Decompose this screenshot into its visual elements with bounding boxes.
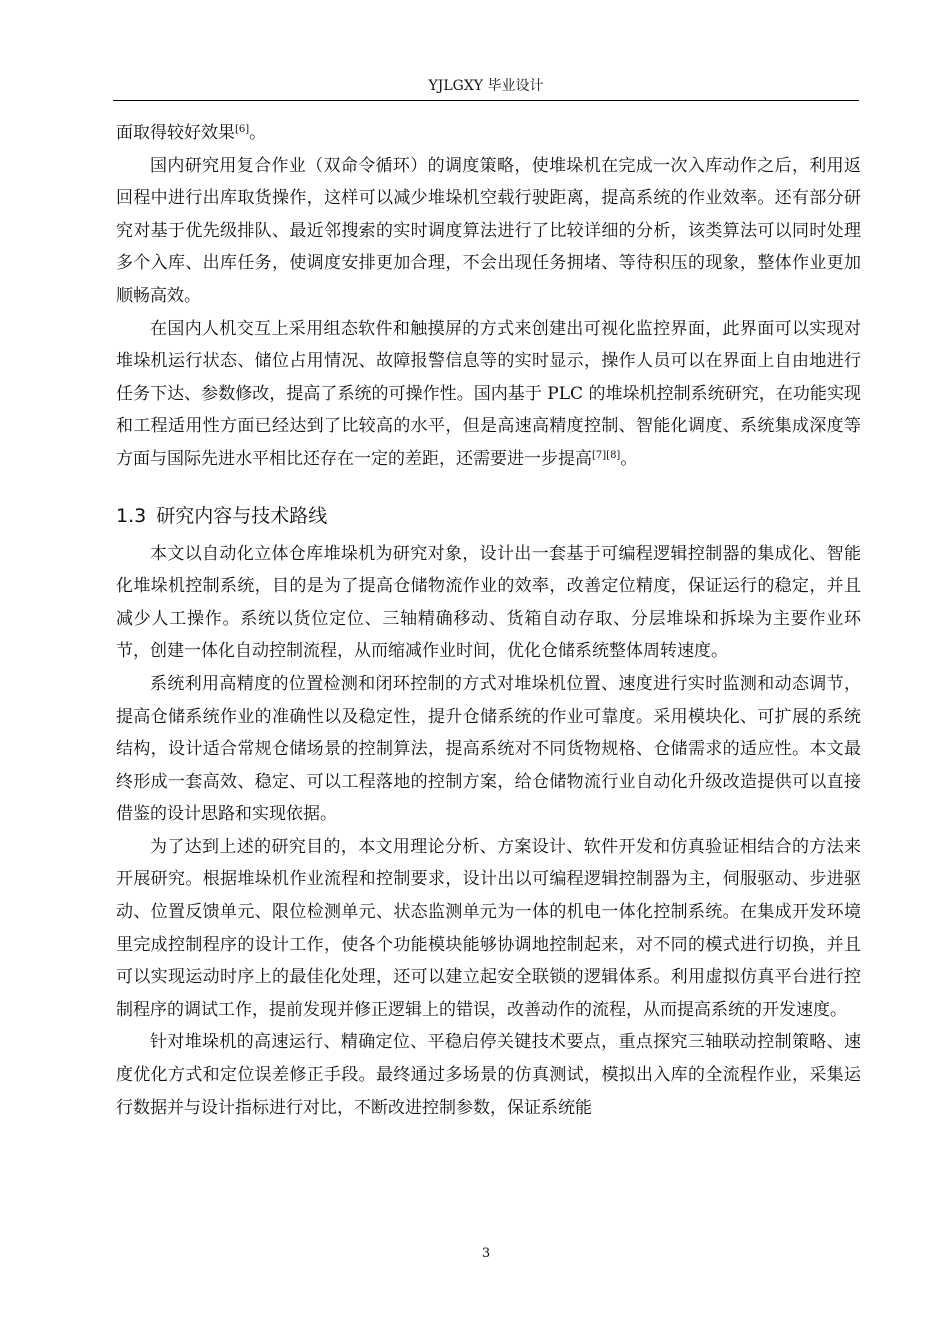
section-heading: [116, 502, 861, 530]
paragraph-scheduling: 国内研究用复合作业（双命令循环）的调度策略，使堆垛机在完成一次入库动作之后，利用返回程中进行出库取货操作，这样可以减少堆垛机空载行驶距离，提高系统的作业效率。还有部分研究对基于优先级排队、最近邻搜索的实时调度算法进行了比较详细的分析，该类算法可以同时处理多个入库、出库任务，使调度安排更加合理，不会出现任务拥堵、等待积压的现象，整体作业更加顺畅高效。: [116, 155, 861, 306]
section-number: 1.3: [116, 504, 147, 527]
body-text: [116, 117, 861, 1124]
citation: [7][8]: [592, 449, 621, 461]
page-header: YJLGXY 毕业设计: [428, 78, 544, 94]
paragraph-closed-loop: 系统利用高精度的位置检测和闭环控制的方式对堆垛机位置、速度进行实时监测和动态调节，提高仓储系统作业的准确性以及稳定性，提升仓储系统的作业可靠度。采用模块化、可扩展的系统结构，设计适合常规仓储场景的控制算法，提高系统对不同货物规格、仓储需求的适应性。本文最终形成一套高效、稳定、可以工程落地的控制方案，给仓储物流行业自动化升级改造提供可以直接借鉴的设计思路和实现依据。: [116, 673, 861, 825]
paragraph-end: 。: [249, 123, 267, 143]
paragraph-text: 在国内人机交互上采用组态软件和触摸屏的方式来创建出可视化监控界面，此界面可以实现对堆垛机运行状态、储位占用情况、故障报警信息等的实时显示，操作人员可以在界面上自由地进行任务下达、参数修改，提高了系统的可操作性。国内基于 PLC 的堆垛机控制系统研究，在功能实现和工程适用性方面已经达到了比较高的水平，但是高速高精度控制、智能化调度、系统集成深度等方面与国际先进水平相比还存在一定的差距，还需要进一步提高: [116, 318, 861, 469]
paragraph-continuation: [116, 117, 861, 150]
paragraph-research-object: 本文以自动化立体仓库堆垛机为研究对象，设计出一套基于可编程逻辑控制器的集成化、智能化堆垛机控制系统，目的是为了提高仓储物流作业的效率，改善定位精度，保证运行的稳定，并且减少人工操作。系统以货位定位、三轴精确移动、货箱自动存取、分层堆垛和拆垛为主要作业环节，创建一体化自动控制流程，从而缩减作业时间，优化仓储系统整体周转速度。: [116, 543, 861, 662]
page-number: 3: [481, 1246, 491, 1261]
header-rule: [113, 100, 859, 101]
section-title: 研究内容与技术路线: [156, 504, 328, 527]
paragraph-method: 为了达到上述的研究目的，本文用理论分析、方案设计、软件开发和仿真验证相结合的方法来开展研究。根据堆垛机作业流程和控制要求，设计出以可编程逻辑控制器为主，伺服驱动、步进驱动、位置反馈单元、限位检测单元、状态监测单元为一体的机电一体化控制系统。在集成开发环境里完成控制程序的设计工作，使各个功能模块能够协调地控制起来，对不同的模式进行切换，并且可以实现运动时序上的最佳化处理，还可以建立起安全联锁的逻辑体系。利用虚拟仿真平台进行控制程序的调试工作，提前发现并修正逻辑上的错误，改善动作的流程，从而提高系统的开发速度。: [116, 836, 861, 1020]
paragraph-hmi: [116, 313, 861, 476]
paragraph-text: 面取得较好效果: [116, 123, 235, 143]
paragraph-key-tech: 针对堆垛机的高速运行、精确定位、平稳启停关键技术要点，重点探究三轴联动控制策略、速度优化方式和定位误差修正手段。最终通过多场景的仿真测试，模拟出入库的全流程作业，采集运行数据并与设计指标进行对比，不断改进控制参数，保证系统能: [116, 1032, 861, 1118]
paragraph-end: 。: [620, 448, 638, 469]
citation: [6]: [235, 124, 250, 135]
